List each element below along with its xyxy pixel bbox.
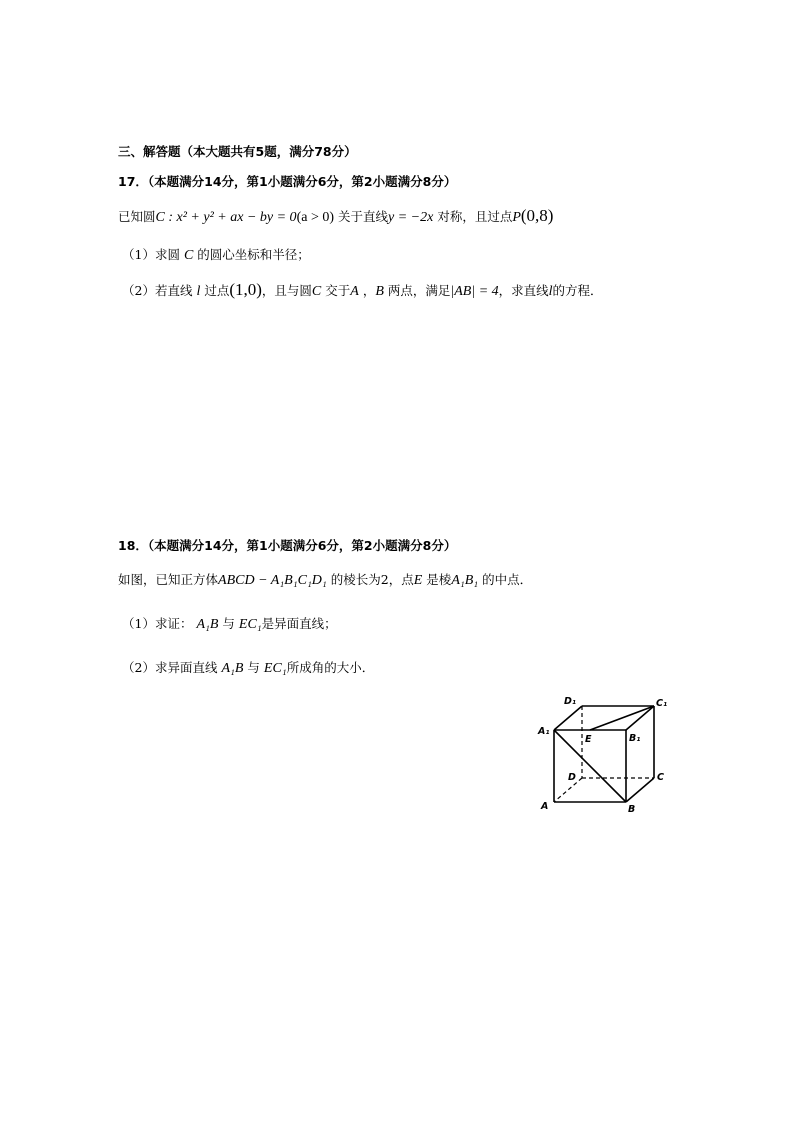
q18-edge-a1b1: A₁B₁ [451, 573, 479, 588]
q18-part2-text-1: 与 [247, 660, 260, 675]
q18-part2-a1b: A₁B [221, 661, 244, 676]
q17-circle-equation: C : x² + y² + ax − by = 0 [155, 210, 297, 225]
edge-b1c1 [626, 706, 654, 730]
label-d1: D₁ [564, 696, 577, 707]
q17-part2-text-6: ，求直线 [498, 283, 549, 298]
q18-part2-ec1: EC₁ [263, 661, 287, 676]
q17-part2-num: （2）若直线 [122, 283, 193, 298]
q17-part2-ab-length: |AB| = 4 [450, 284, 499, 299]
q17-part2-text-7: 的方程． [552, 283, 603, 298]
q17-part1-math: C [183, 248, 194, 263]
q17-point-name: P [512, 210, 521, 225]
q18-part1-text-2: 是异面直线； [261, 616, 337, 631]
label-a1: A₁ [538, 726, 550, 737]
q18-part2-text-2: 所成角的大小． [286, 660, 375, 675]
q17-stem-text-3: 对称，且过点 [437, 209, 513, 224]
q18-stem-text-2: 的棱长为2，点 [330, 572, 414, 587]
q17-condition: (a > 0) [296, 210, 334, 225]
label-b1: B₁ [629, 733, 641, 744]
label-c1: C₁ [656, 698, 668, 709]
q17-part2-line-l-2: l [548, 284, 553, 299]
q17-part2-text-3: 交于 [325, 283, 351, 298]
label-e: E [585, 734, 592, 745]
q17-part2-point-b: B [375, 284, 384, 299]
label-d: D [568, 772, 576, 783]
edge-d1a1 [554, 706, 582, 730]
q18-part1 [122, 614, 337, 633]
q18-part2-num: （2）求异面直线 [122, 660, 218, 675]
q18-header: 18．（本题满分14分，第1小题满分6分，第2小题满分8分） [118, 538, 457, 553]
segment-ec1 [590, 706, 654, 730]
q17-part2-text-1: 过点 [204, 283, 230, 298]
q17-part2-text-2: ，且与圆 [261, 283, 312, 298]
q18-part1-a1b: A₁B [196, 617, 219, 632]
q18-stem-text-1: 如图，已知正方体 [118, 572, 219, 587]
q18-part1-text-1: 与 [222, 616, 235, 631]
q17-header: 17．（本题满分14分，第1小题满分6分，第2小题满分8分） [118, 174, 457, 189]
q17-part2-text-5: 两点，满足 [387, 283, 451, 298]
cube-figure [530, 688, 670, 818]
q17-line-equation: y = −2x [388, 210, 434, 225]
q18-cube-name: ABCD − A₁B₁C₁D₁ [218, 573, 327, 588]
q17-stem [118, 206, 553, 226]
label-b: B [628, 804, 636, 815]
q18-stem-text-3: 是棱 [426, 572, 452, 587]
q17-part1 [122, 245, 310, 264]
q17-part2 [122, 280, 603, 300]
q17-stem-text-2: 关于直线 [337, 209, 388, 224]
q17-point-coords: (0,8) [520, 206, 554, 225]
section-heading: 三、解答题（本大题共有5题，满分78分） [118, 144, 357, 159]
q17-part1-num: （1）求圆 [122, 247, 180, 262]
q18-stem-text-4: 的中点． [482, 572, 533, 587]
q18-part1-num: （1）求证： [122, 616, 193, 631]
q17-part1-rest: 的圆心坐标和半径； [197, 247, 310, 262]
q17-part2-point-a: A [350, 284, 359, 299]
label-c: C [657, 772, 664, 783]
q18-part1-ec1: EC₁ [238, 617, 262, 632]
q17-part2-line-l: l [196, 284, 201, 299]
cube-diagram [530, 688, 670, 818]
edge-bc [626, 778, 654, 802]
q18-stem [118, 570, 532, 589]
q18-point-e: E [413, 573, 423, 588]
q17-part2-circle-c: C [311, 284, 322, 299]
q17-part2-point: (1,0) [229, 280, 262, 299]
q17-stem-text-1: 已知圆 [118, 209, 156, 224]
q17-part2-text-4: ， [362, 283, 376, 298]
label-a: A [541, 801, 549, 812]
q18-part2 [122, 658, 374, 677]
